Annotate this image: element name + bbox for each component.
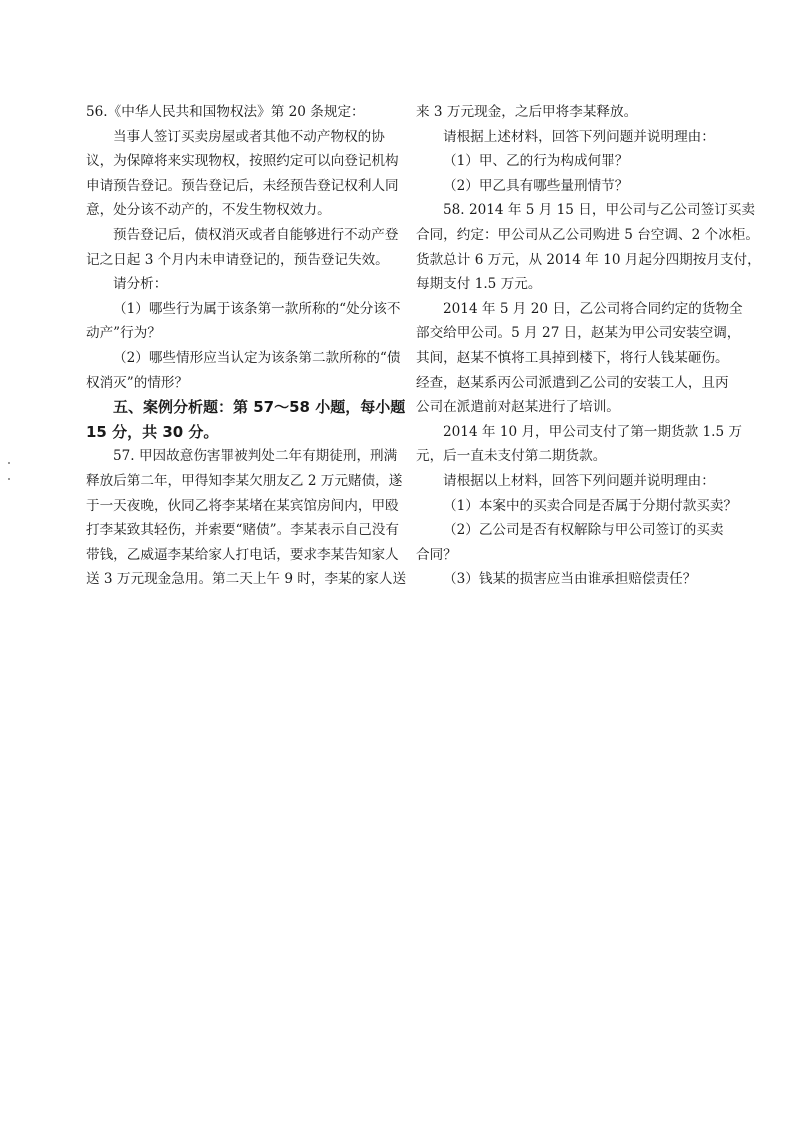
q57-line: 释放后第二年，甲得知李某欠朋友乙 2 万元赌债，遂 [86,472,403,489]
q56-para1-line: 议，为保障将来实现物权，按照约定可以向登记机构 [86,153,399,170]
q56-prompt: 请分析： [113,276,168,293]
q58-para2-line: 2014 年 5 月 20 日，乙公司将合同约定的货物全 [443,300,743,317]
q58-para3-line: 2014 年 10 月，甲公司支付了第一期货款 1.5 万 [443,423,743,440]
q58-para2-line: 经查，赵某系丙公司派遣到乙公司的安装工人，且丙 [416,374,729,391]
q56-title: 56.《中华人民共和国物权法》第 20 条规定： [86,104,365,120]
q58-para1-line: 合同，约定：甲公司从乙公司购进 5 台空调、2 个冰柜。 [416,226,759,243]
q57-line: 57. 甲因故意伤害罪被判处二年有期徒刑，刑满 [113,448,398,465]
section-heading [86,395,406,444]
q58-prompt: 请根据以上材料，回答下列问题并说明理由： [443,472,715,489]
q56-sub1-line: 动产”行为？ [86,325,161,342]
q57-line: 送 3 万元现金急用。第二天上午 9 时，李某的家人送 [86,571,407,588]
q57-line: 带钱，乙威逼李某给家人打电话，要求李某告知家人 [86,546,399,563]
scan-speck [8,478,10,480]
q58-sub2-line: 合同？ [416,546,457,563]
q57-line: 于一天夜晚，伙同乙将李某堵在某宾馆房间内，甲殴 [86,497,399,514]
q56-sub2-line: 权消灭”的情形？ [86,374,189,391]
q58-sub2-line: （2）乙公司是否有权解除与甲公司签订的买卖 [443,522,724,539]
section-heading-line: 15 分，共 30 分。 [86,422,219,441]
left-column [86,100,407,592]
q58-para2-line: 公司在派遣前对赵某进行了培训。 [416,399,620,416]
q56-para2-line: 记之日起 3 个月内未申请登记的，预告登记失效。 [86,251,389,268]
q58-para1-line: 58. 2014 年 5 月 15 日，甲公司与乙公司签订买卖 [443,202,755,219]
q56-para1-line: 申请预告登记。预告登记后，未经预告登记权利人同 [86,177,399,194]
q57-sub1: （1）甲、乙的行为构成何罪？ [443,153,629,170]
q56-para1-line: 当事人签订买卖房屋或者其他不动产物权的协 [113,128,385,145]
q56-para1-line: 意，处分该不动产的，不发生物权效力。 [86,202,331,219]
q58-para1-line: 货款总计 6 万元，从 2014 年 10 月起分四期按月支付， [416,251,761,268]
q58-para2-line: 部交给甲公司。5 月 27 日，赵某为甲公司安装空调， [416,325,741,342]
q56-sub1-line: （1）哪些行为属于该条第一款所称的“处分该不 [113,300,401,317]
q58-sub3: （3）钱某的损害应当由谁承担赔偿责任？ [443,571,697,588]
q57-sub2: （2）甲乙具有哪些量刑情节？ [443,177,629,194]
q56-para2-line: 预告登记后，债权消灭或者自能够进行不动产登 [113,226,399,243]
q57-line: 打李某致其轻伤，并索要“赌债”。李某表示自己没有 [86,522,399,539]
right-column [416,100,761,592]
q57-prompt: 请根据上述材料，回答下列问题并说明理由： [443,128,715,145]
q56-sub2-line: （2）哪些情形应当认定为该条第二款所称的“债 [113,349,401,366]
q58-sub1: （1）本案中的买卖合同是否属于分期付款买卖？ [443,497,738,514]
q58-para2-line: 其间，赵某不慎将工具掉到楼下，将行人钱某砸伤。 [416,349,729,366]
section-heading-line: 五、案例分析题：第 57～58 小题，每小题 [113,398,406,417]
q57-continuation: 来 3 万元现金，之后甲将李某释放。 [416,104,638,120]
q58-para3-line: 元，后一直未支付第二期货款。 [416,448,607,465]
q58-para1-line: 每期支付 1.5 万元。 [416,276,542,293]
scan-speck [8,462,10,464]
